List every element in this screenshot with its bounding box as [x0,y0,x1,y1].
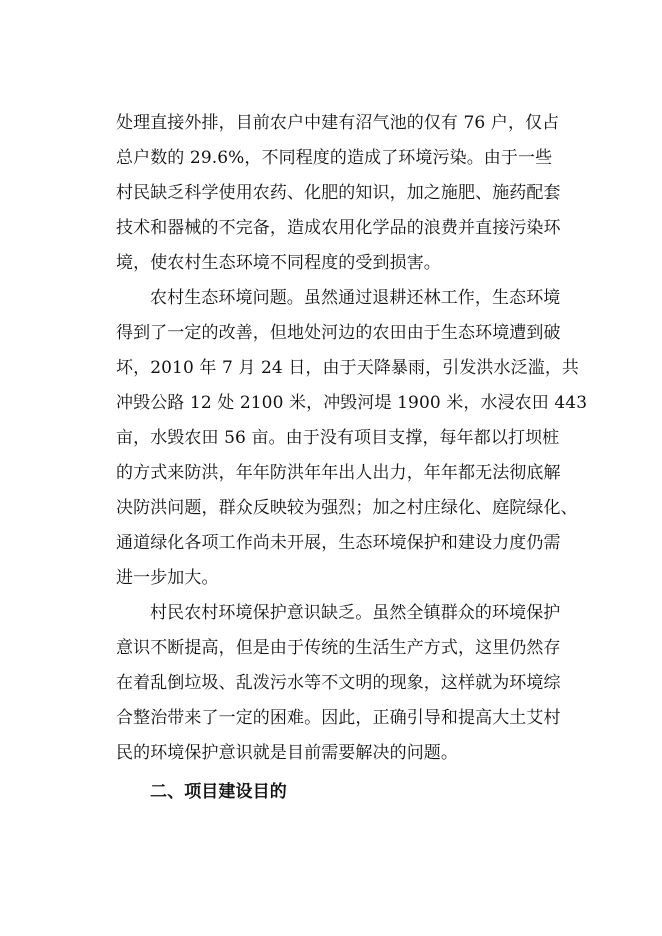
text-line: 意识不断提高，但是由于传统的生活生产方式，这里仍然存 [116,638,561,658]
text-line: 冲毁公路 12 处 2100 米，冲毁河堤 1900 米，水浸农田 443 [116,393,588,413]
text-line: 在着乱倒垃圾、乱泼污水等不文明的现象，这样就为环境综 [116,673,561,693]
text-line: 的方式来防洪，年年防洪年年出人出力，年年都无法彻底解 [116,463,561,483]
text-line: 得到了一定的改善，但地处河边的农田由于生态环境遭到破 [116,323,561,343]
text-line: 进一步加大。 [116,568,219,588]
text-line: 民的环境保护意识就是目前需要解决的问题。 [116,743,458,763]
text-line: 合整治带来了一定的困难。因此，正确引导和提高大土艾村 [116,708,561,728]
text-line: 亩，水毁农田 56 亩。由于没有项目支撑，每年都以打坝桩 [116,428,560,448]
text-line: 坏，2010 年 7 月 24 日，由于天降暴雨，引发洪水泛滥，共 [116,358,580,378]
text-line: 境，使农村生态环境不同程度的受到损害。 [116,253,441,273]
section-heading: 二、项目建设目的 [150,782,287,802]
text-line: 村民缺乏科学使用农药、化肥的知识，加之施肥、施药配套 [116,183,561,203]
text-line: 通道绿化各项工作尚未开展，生态环境保护和建设力度仍需 [116,533,561,553]
text-line: 技术和器械的不完备，造成农用化学品的浪费并直接污染环 [116,218,561,238]
paragraph-first-line: 村民农村环境保护意识缺乏。虽然全镇群众的环境保护 [150,603,561,623]
text-line: 总户数的 29.6%，不同程度的造成了环境污染。由于一些 [116,148,553,168]
text-line: 决防洪问题，群众反映较为强烈；加之村庄绿化、庭院绿化、 [116,498,578,518]
paragraph-first-line: 农村生态环境问题。虽然通过退耕还林工作，生态环境 [150,288,561,308]
text-line: 处理直接外排，目前农户中建有沼气池的仅有 76 户，仅占 [116,113,560,133]
